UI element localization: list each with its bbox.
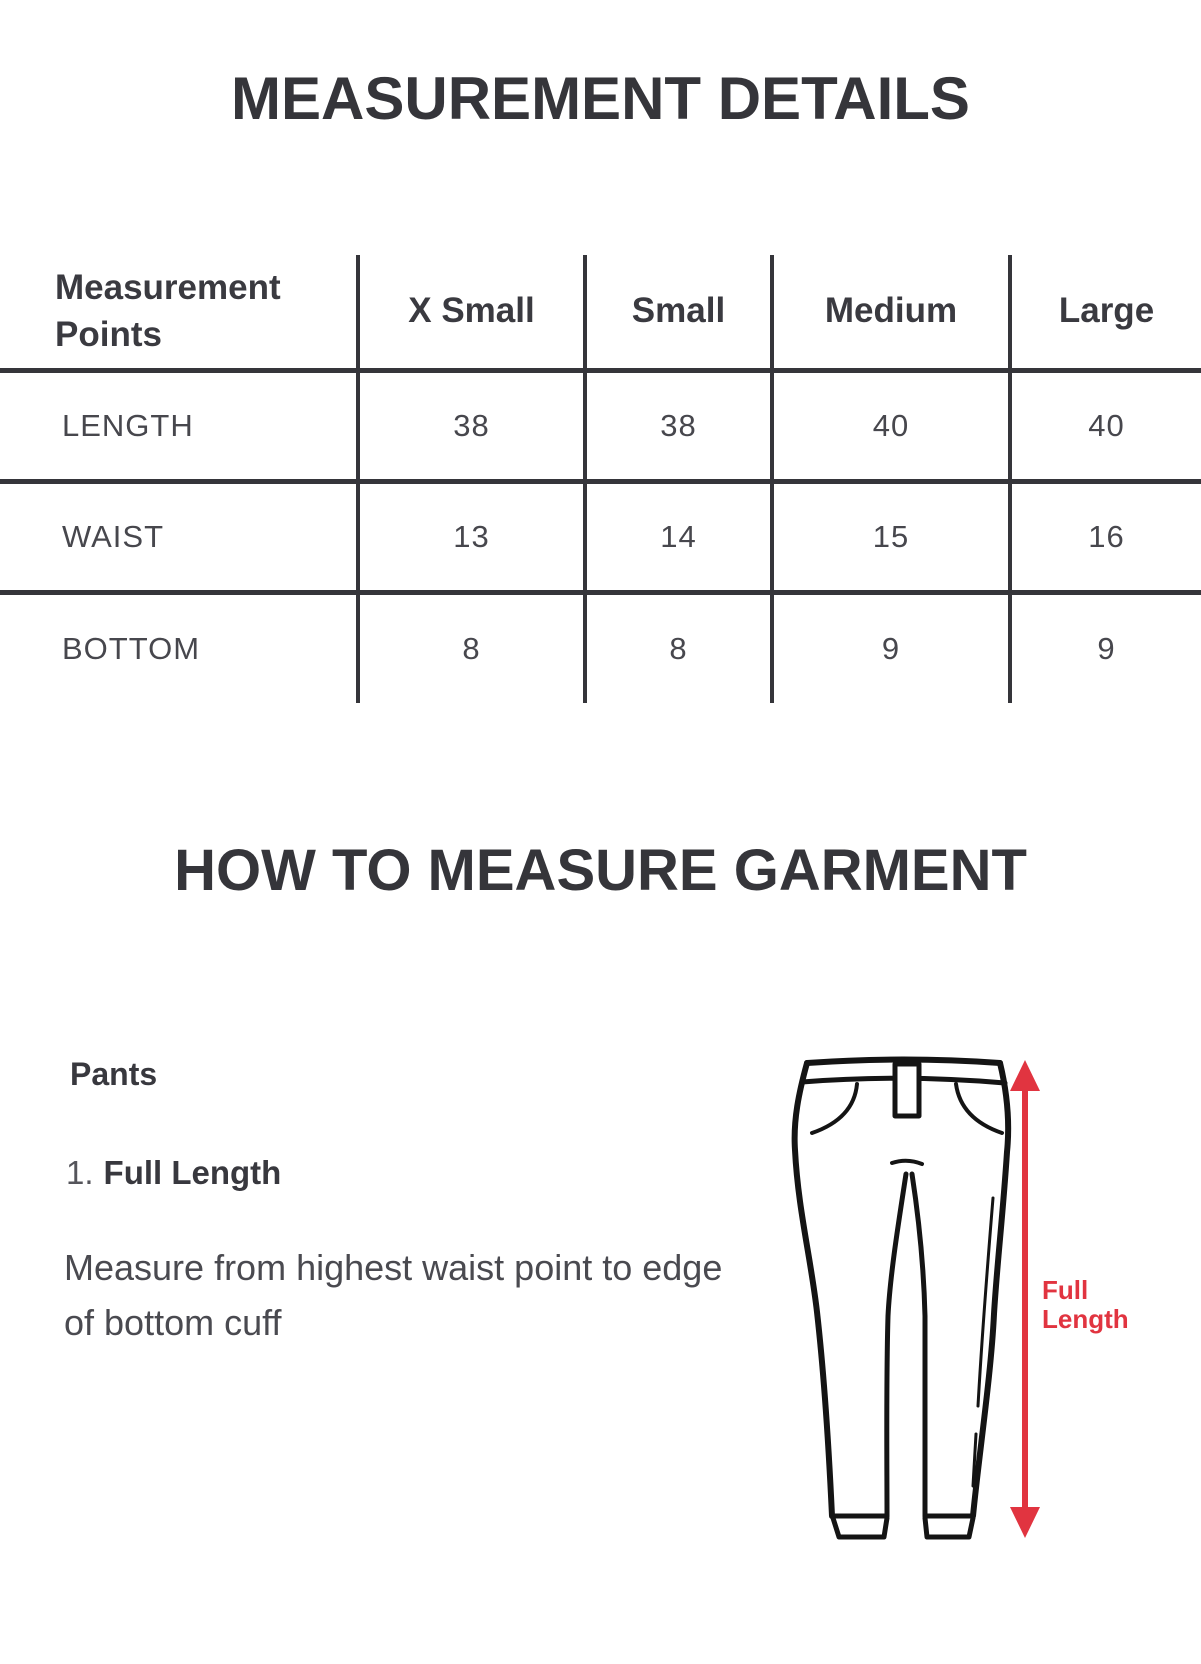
belt-tab: [895, 1064, 919, 1116]
column-header-x-small: X Small: [358, 255, 585, 370]
size-chart-table: [0, 255, 1201, 703]
cell-waist-large: 16: [1010, 481, 1201, 592]
arrow-shaft: [1022, 1086, 1028, 1514]
how-to-measure-section: [0, 964, 1201, 1604]
left-cuff: [832, 1516, 887, 1537]
full-length-arrow: [1010, 1060, 1040, 1538]
step-name: Full Length: [103, 1154, 282, 1191]
cell-waist-medium: 15: [772, 481, 1010, 592]
section-title: HOW TO MEASURE GARMENT: [174, 838, 1027, 903]
column-header-medium: Medium: [772, 255, 1010, 370]
full-length-arrow-label: [1042, 1276, 1129, 1334]
cell-bottom-x-small: 8: [358, 592, 585, 703]
fly-dash: [892, 1161, 922, 1164]
right-pocket-curve: [956, 1084, 1002, 1133]
left-pocket-curve: [812, 1084, 857, 1133]
step-title: [66, 1154, 281, 1192]
table-row-bottom: [0, 592, 1201, 703]
column-header-small: Small: [585, 255, 772, 370]
size-chart-header-row: [0, 255, 1201, 370]
step-number: 1.: [66, 1154, 94, 1191]
row-label: BOTTOM: [0, 592, 358, 703]
cell-length-large: 40: [1010, 370, 1201, 481]
cell-bottom-large: 9: [1097, 630, 1116, 666]
right-cuff: [925, 1516, 973, 1537]
table-row-length: [0, 370, 1201, 481]
pants-outline: [795, 1060, 1009, 1538]
column-header-large: Large: [1010, 255, 1201, 370]
arrow-head-up: [1010, 1060, 1040, 1091]
row-label: WAIST: [0, 481, 358, 592]
cell-length-x-small: 38: [358, 370, 585, 481]
row-label: LENGTH: [0, 370, 358, 481]
cell-length-small: 38: [585, 370, 772, 481]
cell-waist-x-small: 13: [358, 481, 585, 592]
cell-length-medium: 40: [772, 370, 1010, 481]
cell-bottom-small: 8: [585, 592, 772, 703]
step-description: Measure from highest waist point to edge of bottom cuff: [64, 1247, 723, 1343]
garment-label: Pants: [70, 1056, 158, 1092]
column-header-measurement-points: Measurement Points: [0, 255, 358, 370]
page-title: MEASUREMENT DETAILS: [231, 65, 970, 132]
arrow-head-down: [1010, 1507, 1040, 1538]
arrow-label-line1: Full: [1042, 1275, 1089, 1305]
right-outer-seam: [973, 1063, 1008, 1516]
arrow-label-line2: Length: [1042, 1304, 1129, 1334]
cell-waist-small: 14: [585, 481, 772, 592]
cell-bottom-medium: 9: [772, 592, 1010, 703]
right-inseam: [912, 1174, 925, 1516]
left-inseam: [887, 1174, 906, 1516]
table-row-waist: [0, 481, 1201, 592]
